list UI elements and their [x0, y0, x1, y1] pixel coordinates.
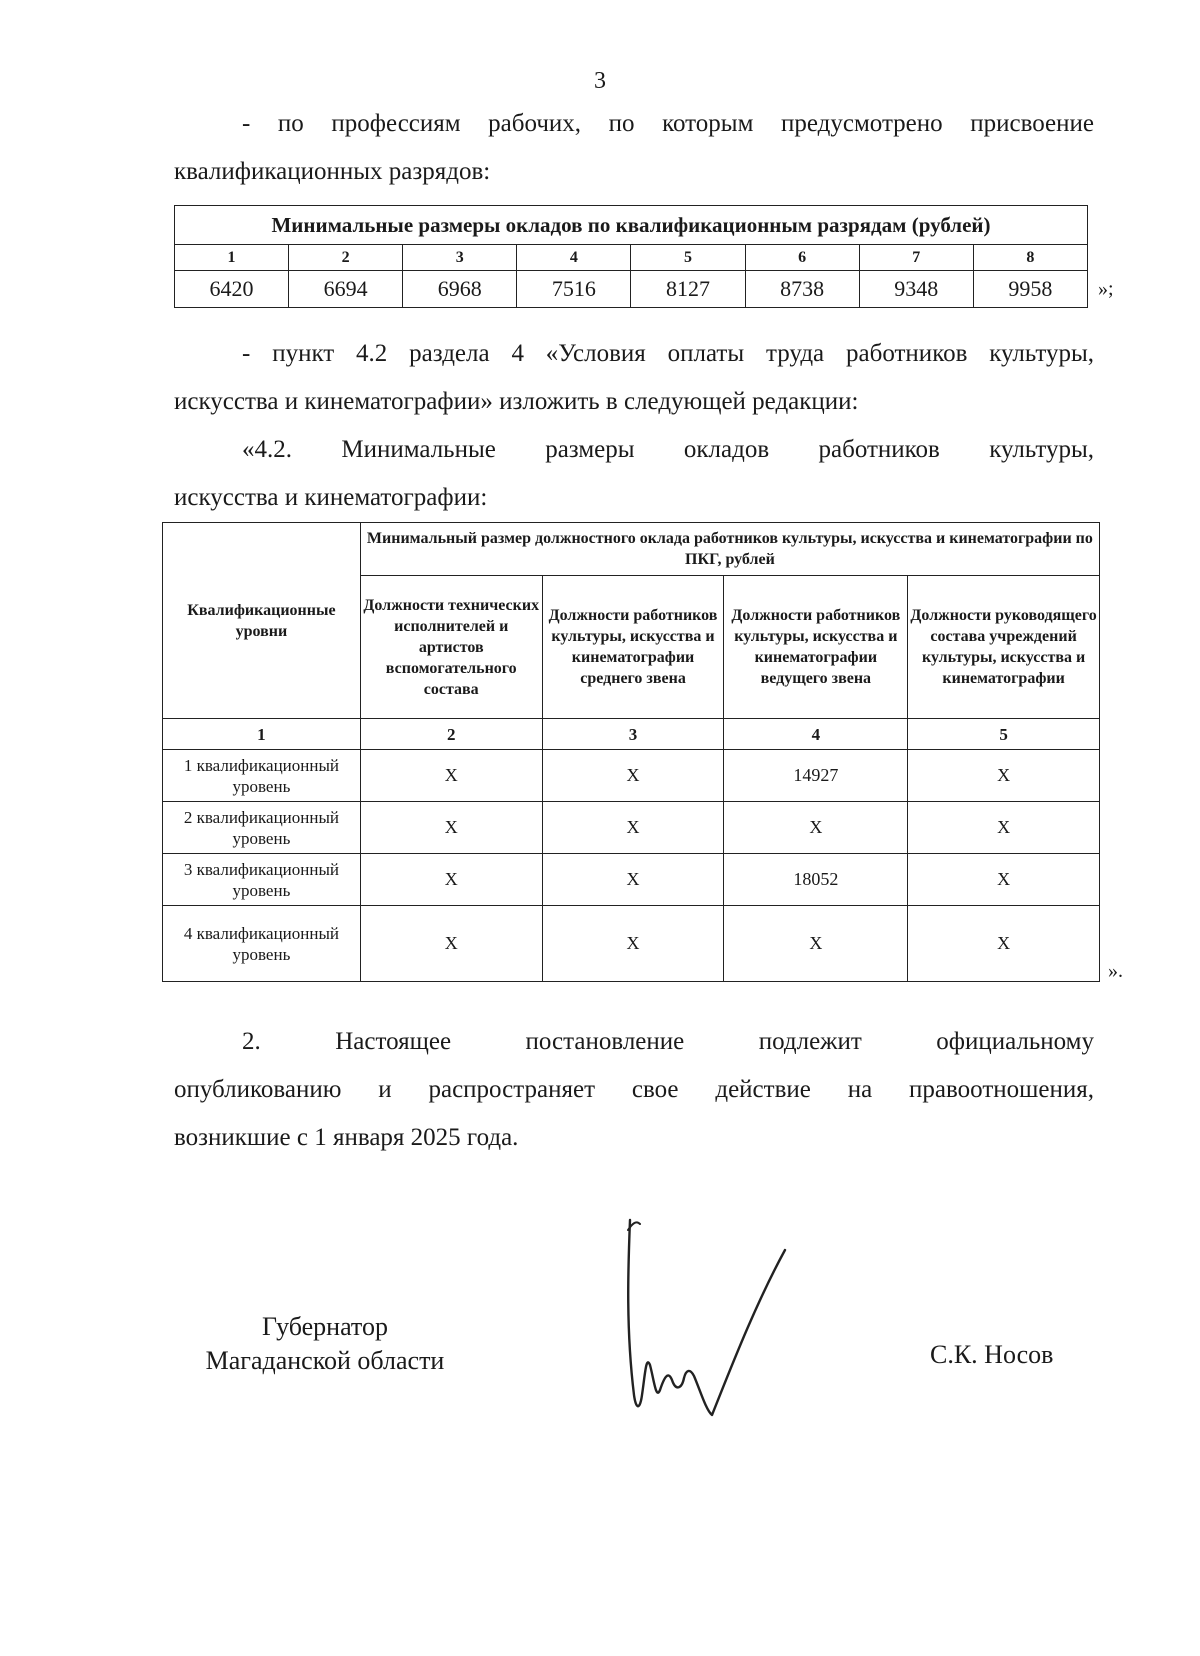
value-cell: Х [542, 854, 724, 906]
value-cell: Х [724, 906, 908, 982]
value-cell: 14927 [724, 750, 908, 802]
page-number: 3 [594, 68, 606, 94]
grade-number: 8 [973, 245, 1087, 271]
value-cell: Х [360, 802, 542, 854]
grade-number: 7 [859, 245, 973, 271]
grade-number: 6 [745, 245, 859, 271]
column-header: Должности работников культуры, искусства и кинематографии среднего звена [542, 576, 724, 719]
culture-salary-table [162, 522, 1100, 982]
table-row [163, 750, 1100, 802]
column-number-row [163, 719, 1100, 750]
value-cell: Х [360, 906, 542, 982]
column-number: 1 [163, 719, 361, 750]
grade-value: 8738 [745, 271, 859, 308]
table2-closing-quote: ». [1108, 960, 1123, 982]
grade-number: 4 [517, 245, 631, 271]
grade-salary-table [174, 205, 1088, 308]
paragraph4-line-3: возникшие с 1 января 2025 года. [174, 1124, 519, 1151]
signatory-title [180, 1310, 470, 1378]
value-cell: Х [908, 854, 1100, 906]
column-header: Должности руководящего состава учреждений культуры, искусства и кинематографии [908, 576, 1100, 719]
grade-table-title: Минимальные размеры окладов по квалификационным разрядам (рублей) [175, 206, 1088, 245]
intro-line-2: квалификационных разрядов: [174, 158, 491, 185]
grade-value: 9958 [973, 271, 1087, 308]
paragraph2-line-1: - пункт 4.2 раздела 4 «Условия оплаты труда работников культуры, [242, 340, 1094, 367]
grade-number: 2 [289, 245, 403, 271]
grade-value: 9348 [859, 271, 973, 308]
value-cell: Х [542, 750, 724, 802]
value-cell: Х [360, 750, 542, 802]
value-cell: Х [908, 906, 1100, 982]
grade-value: 6694 [289, 271, 403, 308]
paragraph3-line-2: искусства и кинематографии: [174, 484, 488, 511]
paragraph4-line-1: 2. Настоящее постановление подлежит официальному [242, 1028, 1094, 1055]
value-cell: Х [360, 854, 542, 906]
level-cell: 1 квалификационный уровень [163, 750, 361, 802]
paragraph3-line-1: «4.2. Минимальные размеры окладов работников культуры, [242, 436, 1094, 463]
table1-closing-quote: »; [1098, 278, 1114, 300]
signatory-title-line-1: Губернатор [262, 1312, 388, 1341]
column-number: 4 [724, 719, 908, 750]
grade-value: 8127 [631, 271, 745, 308]
value-cell: 18052 [724, 854, 908, 906]
value-cell: Х [724, 802, 908, 854]
column-number: 3 [542, 719, 724, 750]
grade-value: 6420 [175, 271, 289, 308]
levels-header: Квалификационные уровни [163, 523, 361, 719]
grade-value: 6968 [403, 271, 517, 308]
value-cell: Х [908, 802, 1100, 854]
salary-group-header: Минимальный размер должностного оклада работников культуры, искусства и кинематографии по ПКГ, рублей [360, 523, 1099, 576]
grade-number: 1 [175, 245, 289, 271]
column-header: Должности работников культуры, искусства и кинематографии ведущего звена [724, 576, 908, 719]
grade-number: 5 [631, 245, 745, 271]
level-cell: 4 квалификационный уровень [163, 906, 361, 982]
signatory-title-line-2: Магаданской области [205, 1346, 445, 1375]
value-cell: Х [542, 802, 724, 854]
table-row [163, 854, 1100, 906]
level-cell: 3 квалификационный уровень [163, 854, 361, 906]
table-row [163, 906, 1100, 982]
column-number: 2 [360, 719, 542, 750]
intro-line-1: - по профессиям рабочих, по которым предусмотрено присвоение [242, 110, 1094, 137]
column-header: Должности технических исполнителей и артистов вспомогательного состава [360, 576, 542, 719]
grade-value-row [175, 271, 1088, 308]
signatory-name: С.К. Носов [930, 1340, 1054, 1369]
value-cell: Х [908, 750, 1100, 802]
table-row [163, 802, 1100, 854]
grade-value: 7516 [517, 271, 631, 308]
column-number: 5 [908, 719, 1100, 750]
paragraph4-line-2: опубликованию и распространяет свое действие на правоотношения, [174, 1076, 1094, 1103]
handwritten-signature [620, 1210, 820, 1440]
value-cell: Х [542, 906, 724, 982]
grade-number: 3 [403, 245, 517, 271]
grade-number-row [175, 245, 1088, 271]
paragraph2-line-2: искусства и кинематографии» изложить в следующей редакции: [174, 388, 859, 415]
level-cell: 2 квалификационный уровень [163, 802, 361, 854]
